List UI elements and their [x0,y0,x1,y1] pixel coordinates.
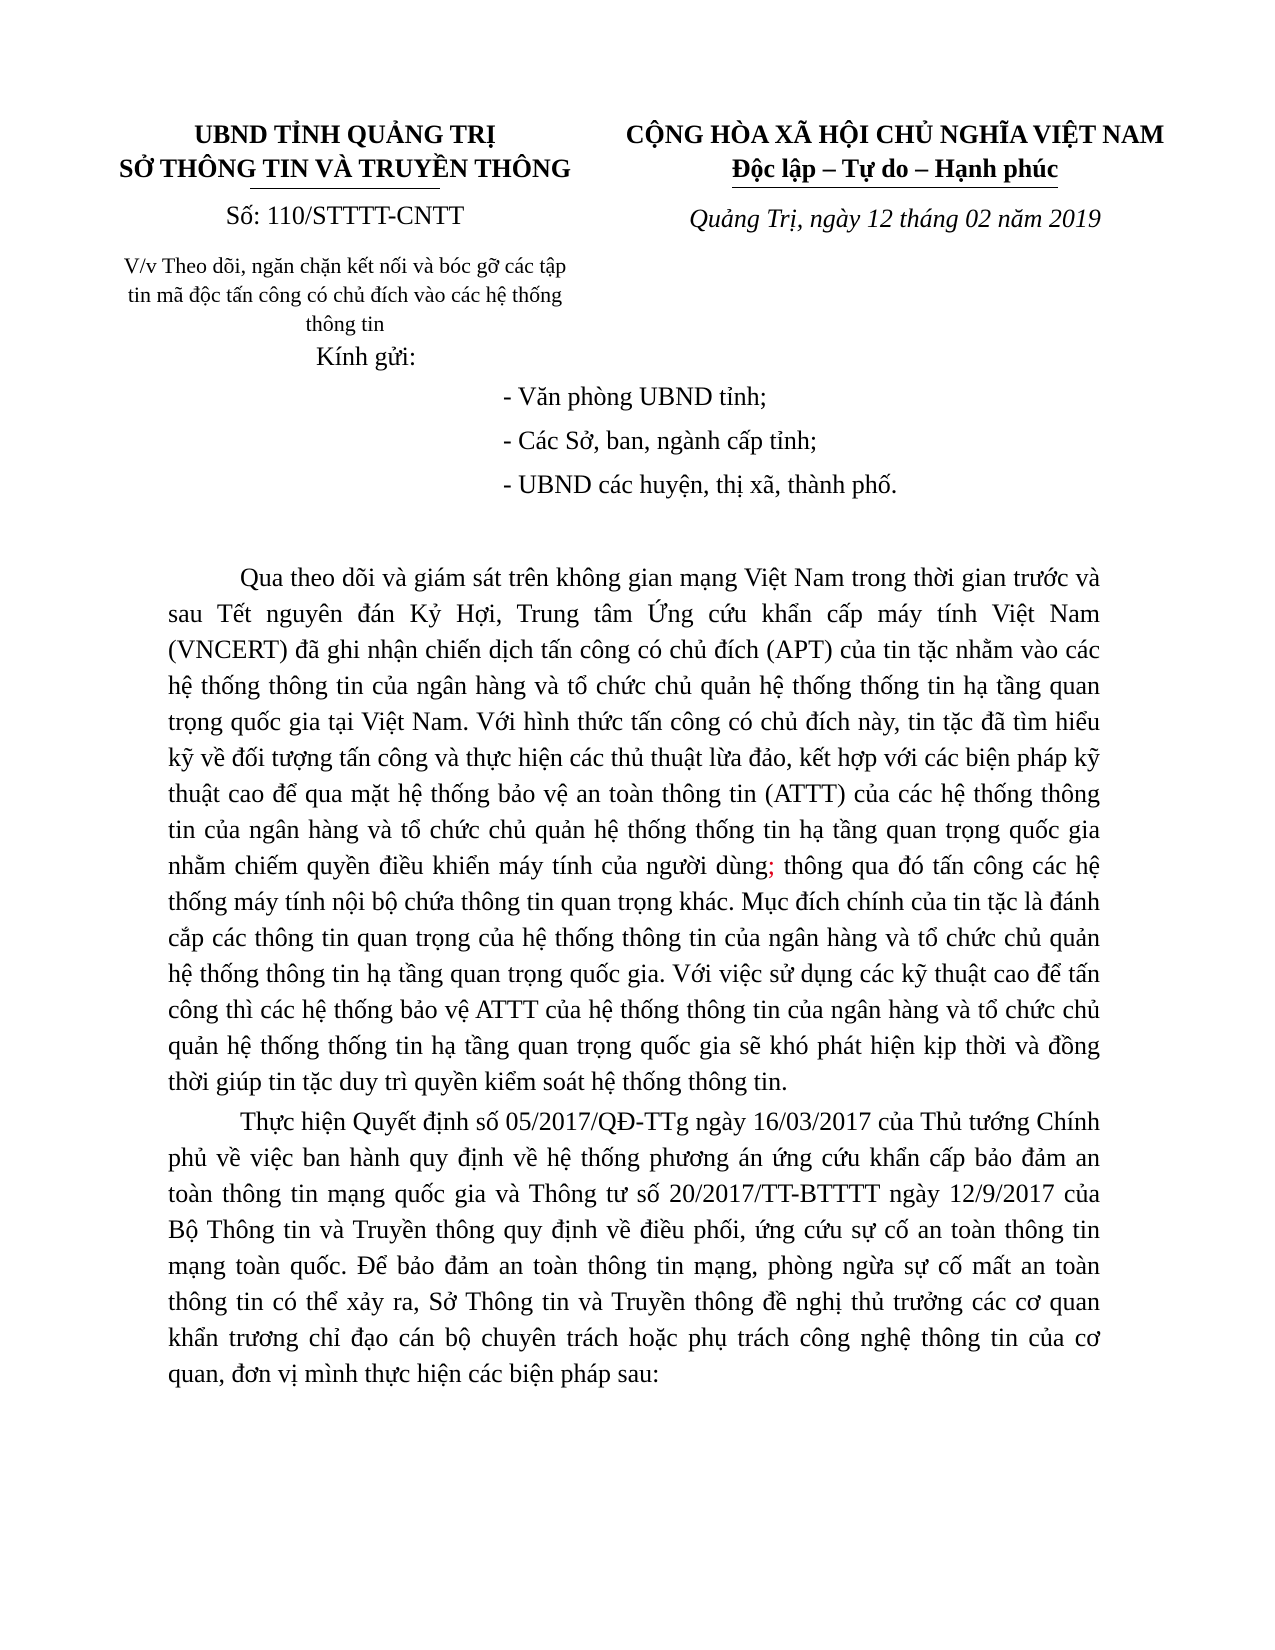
recipient-list [503,380,897,512]
issuing-department: SỞ THÔNG TIN VÀ TRUYỀN THÔNG [119,154,571,183]
salutation: Kính gửi: [316,342,417,371]
issuing-authority-block [108,118,582,338]
national-header-block [610,118,1180,236]
letter-body [168,560,1100,1396]
document-subject: V/v Theo dõi, ngăn chặn kết nối và bóc gỡ các tập tin mã độc tấn công có chủ đích vào các hệ thống thông tin [123,253,567,336]
department-underline [250,188,440,189]
recipient-item: - Các Sở, ban, ngành cấp tỉnh; [503,426,818,455]
recipient-item: - UBND các huyện, thị xã, thành phố. [503,470,898,499]
national-motto: Độc lập – Tự do – Hạnh phúc [732,152,1059,188]
national-title: CỘNG HÒA XÃ HỘI CHỦ NGHĨA VIỆT NAM [625,120,1165,149]
body-paragraph-1-part-1: Qua theo dõi và giám sát trên không gian mạng Việt Nam trong thời gian trước và sau Tết nguyên đán Kỷ Hợi, Trung tâm Ứng cứu khẩn cấp máy tính Việt Nam (VNCERT) đã ghi nhận chiến dịch tấn công có chủ đích (APT) của tin tặc nhằm vào các hệ thống thông tin của ngân hàng và tổ chức chủ quản hệ thống thống tin hạ tầng quan trọng quốc gia tại Việt Nam. Với hình thức tấn công có chủ đích này, tin tặc đã tìm hiểu kỹ về đối tượng tấn công và thực hiện các thủ thuật lừa đảo, kết hợp với các biện pháp kỹ thuật cao để qua mặt hệ thống bảo vệ an toàn thông tin (ATTT) của các hệ thống thông tin của ngân hàng và tổ chức chủ quản hệ thống thống tin hạ tầng quan trọng quốc gia nhằm chiếm quyền điều khiển máy tính của người dùng [168,563,1100,880]
body-paragraph-1 [168,560,1100,1100]
body-paragraph-1-part-2: thông qua đó tấn công các hệ thống máy tính nội bộ chứa thông tin quan trọng khác. Mục đích chính của tin tặc là đánh cắp các thông tin quan trọng của hệ thống thông tin của ngân hàng và tổ chức chủ quản hệ thống thông tin hạ tầng quan trọng quốc gia. Với việc sử dụng các kỹ thuật cao để tấn công thì các hệ thống bảo vệ ATTT của hệ thống thông tin của ngân hàng và tổ chức chủ quản hệ thống thống tin hạ tầng quan trọng quốc gia sẽ khó phát hiện kịp thời và đồng thời giúp tin tặc duy trì quyền kiểm soát hệ thống thông tin. [168,851,1100,1096]
document-number: Số: 110/STTTT-CNTT [225,201,465,230]
place-and-date: Quảng Trị, ngày 12 tháng 02 năm 2019 [689,204,1101,233]
body-paragraph-2: Thực hiện Quyết định số 05/2017/QĐ-TTg ngày 16/03/2017 của Thủ tướng Chính phủ về việc ban hành quy định về hệ thống phương án ứng cứu khẩn cấp bảo đảm an toàn thông tin mạng quốc gia và Thông tư số 20/2017/TT-BTTTT ngày 12/9/2017 của Bộ Thông tin và Truyền thông quy định về điều phối, ứng cứu sự cố an toàn thông tin mạng toàn quốc. Để bảo đảm an toàn thông tin mạng, phòng ngừa sự cố mất an toàn thông tin có thể xảy ra, Sở Thông tin và Truyền thông đề nghị thủ trưởng các cơ quan khẩn trương chỉ đạo cán bộ chuyên trách hoặc phụ trách công nghệ thông tin của cơ quan, đơn vị mình thực hiện các biện pháp sau: [168,1107,1100,1388]
recipient-item: - Văn phòng UBND tỉnh; [503,382,767,411]
highlighted-semicolon: ; [767,851,776,880]
parent-authority: UBND TỈNH QUẢNG TRỊ [194,120,496,149]
